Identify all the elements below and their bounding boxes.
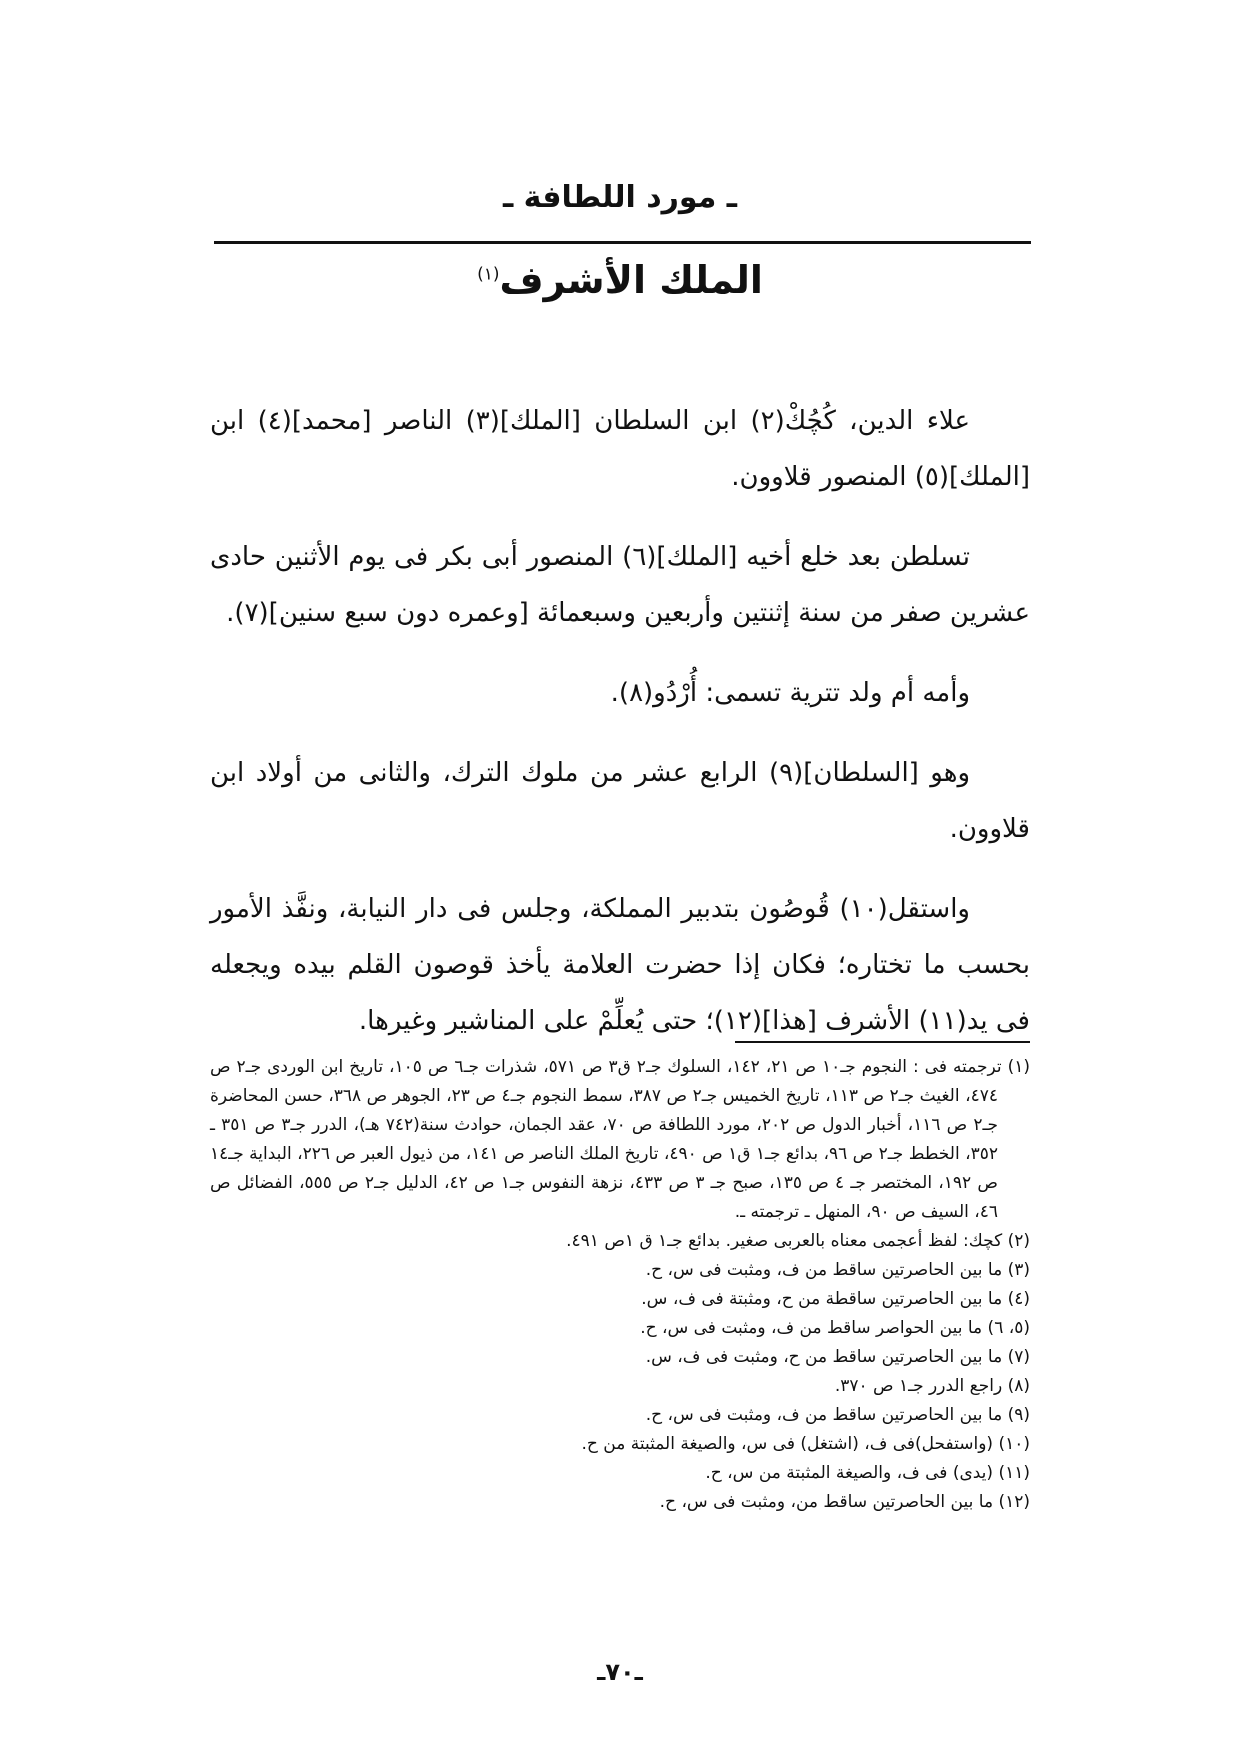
chapter-title [0,258,1240,302]
footnote: (٢) كچك: لفظ أعجمى معناه بالعربى صغير. بدائع جـ١ ق ١ص ٤٩١. [566,1231,1030,1251]
chapter-title-text: الملك الأشرف [499,258,763,302]
footnote-rule [735,1041,1030,1043]
footnote: (١) ترجمته فى : النجوم جـ١٠ ص ٢١، ١٤٢، السلوك جـ٢ ق٣ ص ٥٧١، شذرات جـ٦ ص ١٠٥، تاريخ ابن الوردى جـ٢ ص ٤٧٤، الغيث جـ٢ ص ١١٣، تاريخ الخميس جـ٢ ص ٣٨٧، سمط النجوم جـ٤ ص ٢٣، الجوهر ص ٣٦٨، حسن المحاضرة جـ٢ ص ١١٦، أخبار الدول ص ٢٠٢، مورد اللطافة ص ٧٠، عقد الجمان، حوادث سنة(٧٤٢ هـ)، الدرر جـ٣ ص ٣٥١ ـ ٣٥٢، الخطط جـ٢ ص ٩٦، بدائع جـ١ ق١ ص ٤٩٠، تاريخ الملك الناصر ص ١٤١، من ذيول العبر ص ٢٢٦، البداية جـ١٤ ص ١٩٢، المختصر جـ ٤ ص ١٣٥، صبح جـ ٣ ص ٤٣٣، نزهة النفوس جـ١ ص ٤٢، الدليل جـ٢ ص ٥٥٥، الفضائل ص ٤٦، السيف ص ٩٠، المنهل ـ ترجمته ـ. [210,1057,1031,1222]
paragraph: وأمه أم ولد تترية تسمى: أُرْدُو(٨). [610,678,970,708]
footnote: (٧) ما بين الحاصرتين ساقط من ح، ومثبت فى ف، س. [645,1347,1030,1367]
paragraph: وهو [السلطان](٩) الرابع عشر من ملوك الترك، والثانى من أولاد ابن قلاوون. [210,758,1030,844]
footnote: (١١) (يدى) فى ف، والصيغة المثبتة من س، ح. [705,1463,1030,1483]
page-number: ـ٧٠ـ [597,1658,643,1686]
paragraph: علاء الدين، كُچُكْ(٢) ابن السلطان [الملك](٣) الناصر [محمد](٤) ابن [الملك](٥) المنصور قلاوون. [210,406,1030,492]
paragraph: تسلطن بعد خلع أخيه [الملك](٦) المنصور أبى بكر فى يوم الأثنين حادى عشرين صفر من سنة إثنتين وأربعين وسبعمائة [وعمره دون سبع سنين](٧). [210,542,1030,628]
running-head: ـ مورد اللطافة ـ [502,180,737,215]
paragraph: واستقل(١٠) قُوصُون بتدبير المملكة، وجلس فى دار النيابة، ونفَّذ الأمور بحسب ما تختاره؛ فكان إذا حضرت العلامة يأخذ قوصون القلم بيده ويجعله فى يد(١١) الأشرف [هذا](١٢)؛ حتى يُعلِّمْ على المناشير وغيرها. [210,894,1030,1036]
footnote: (١٠) (واستفحل)فى ف، (اشتغل) فى س، والصيغة المثبتة من ح. [581,1434,1030,1454]
body-text [210,393,1030,1073]
chapter-title-note: (١) [477,264,500,285]
footnote: (١٢) ما بين الحاصرتين ساقط من، ومثبت فى س، ح. [659,1492,1030,1512]
footnote: (٣) ما بين الحاصرتين ساقط من ف، ومثبت فى س، ح. [645,1260,1030,1280]
footnote: (٤) ما بين الحاصرتين ساقطة من ح، ومثبتة فى ف، س. [641,1289,1030,1309]
footnote: (٥، ٦) ما بين الحواصر ساقط من ف، ومثبت فى س، ح. [640,1318,1030,1338]
footnote: (٩) ما بين الحاصرتين ساقط من ف، ومثبت فى س، ح. [645,1405,1030,1425]
footnotes [210,1053,1030,1517]
header-rule [214,241,1031,244]
footnote: (٨) راجع الدرر جـ١ ص ٣٧٠. [834,1376,1030,1396]
